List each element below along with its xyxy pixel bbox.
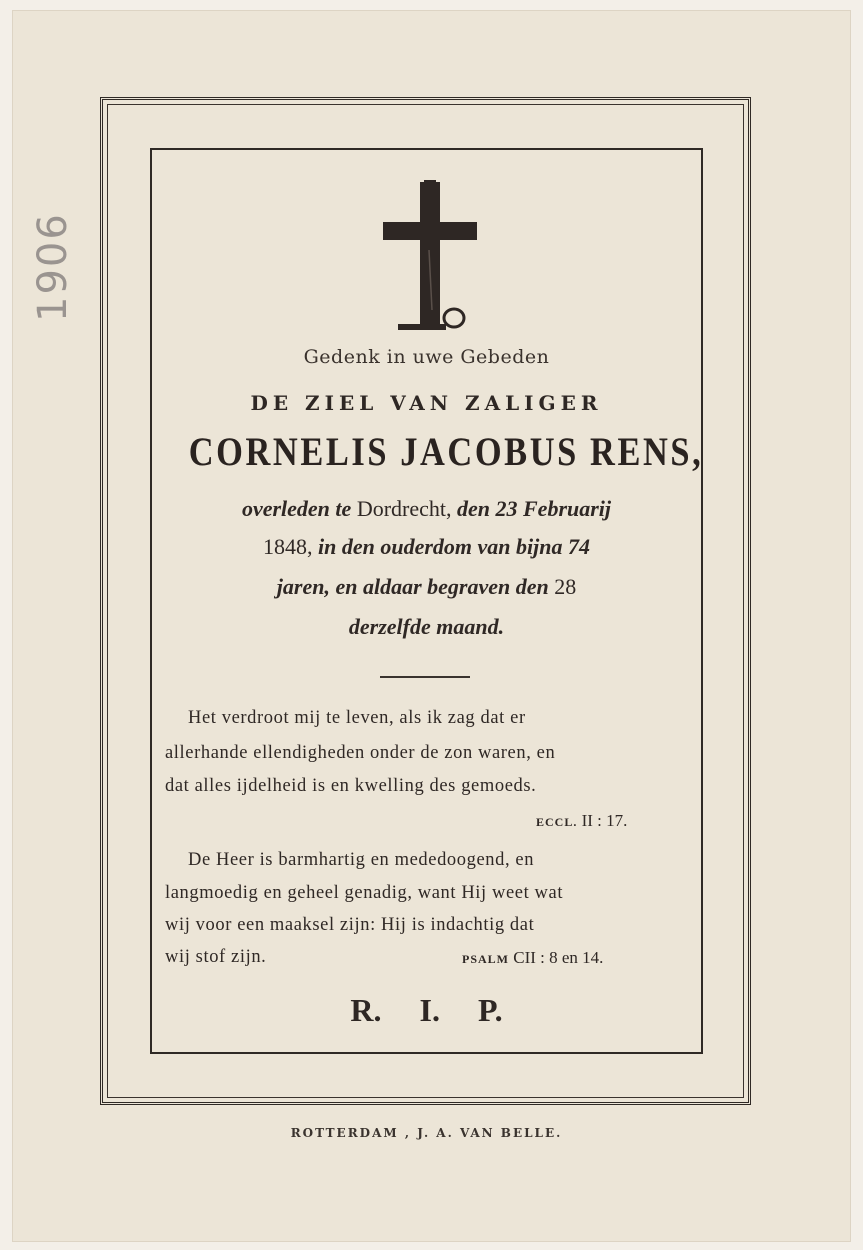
bio-same-month: derzelfde maand.: [348, 614, 505, 639]
printer-imprint: ROTTERDAM , J. A. VAN BELLE.: [290, 1126, 563, 1140]
verse1-line: allerhande ellendigheden onder de zon waren, en: [165, 743, 556, 763]
bio-line-4: [160, 614, 693, 640]
verse2-reference: [462, 948, 603, 968]
bio-buried: en aldaar begraven den: [335, 574, 549, 599]
separator-rule: [380, 676, 470, 678]
verse1-ref-number: II : 17.: [581, 811, 628, 830]
bio-date: den 23 Februarij: [457, 496, 612, 521]
bio-burial-day: 28: [554, 574, 577, 599]
bio-year: 1848,: [263, 534, 313, 559]
bio-line-1: [160, 496, 693, 522]
bio-died-at: overleden te: [241, 496, 352, 521]
verse2-ref-book: PSALM: [462, 952, 509, 966]
bio-age: in den ouderdom van bijna 74: [318, 534, 590, 559]
rip-closing: R. I. P.: [350, 992, 503, 1028]
bio-line-2: [160, 534, 693, 560]
cross-icon: [380, 180, 480, 332]
pencil-inventory-number: 1906: [30, 212, 76, 322]
bio-place: Dordrecht,: [356, 496, 452, 521]
verse2-ref-number: CII : 8 en 14.: [513, 948, 604, 967]
verse1-reference: [536, 811, 627, 831]
verse2-line: langmoedig en geheel genadig, want Hij weet wat: [165, 883, 564, 903]
verse2-line: De Heer is barmhartig en mededoogend, en: [188, 850, 535, 870]
verse1-line: Het verdroot mij te leven, als ik zag dat er: [188, 708, 526, 728]
verse1-ref-book: ECCL.: [536, 815, 578, 829]
dedication-line: Gedenk in uwe Gebeden: [303, 346, 550, 368]
verse2-line: wij stof zijn.: [165, 947, 267, 967]
bio-line-3: [160, 574, 693, 600]
verse1-line: dat alles ijdelheid is en kwelling des gemoeds.: [165, 776, 537, 796]
bio-years: jaren,: [276, 574, 330, 599]
soul-of-line: DE ZIEL VAN ZALIGER: [250, 391, 603, 415]
verse2-line: wij voor een maaksel zijn: Hij is indachtig dat: [165, 915, 535, 935]
deceased-name: CORNELIS JACOBUS RENS,: [188, 429, 704, 474]
